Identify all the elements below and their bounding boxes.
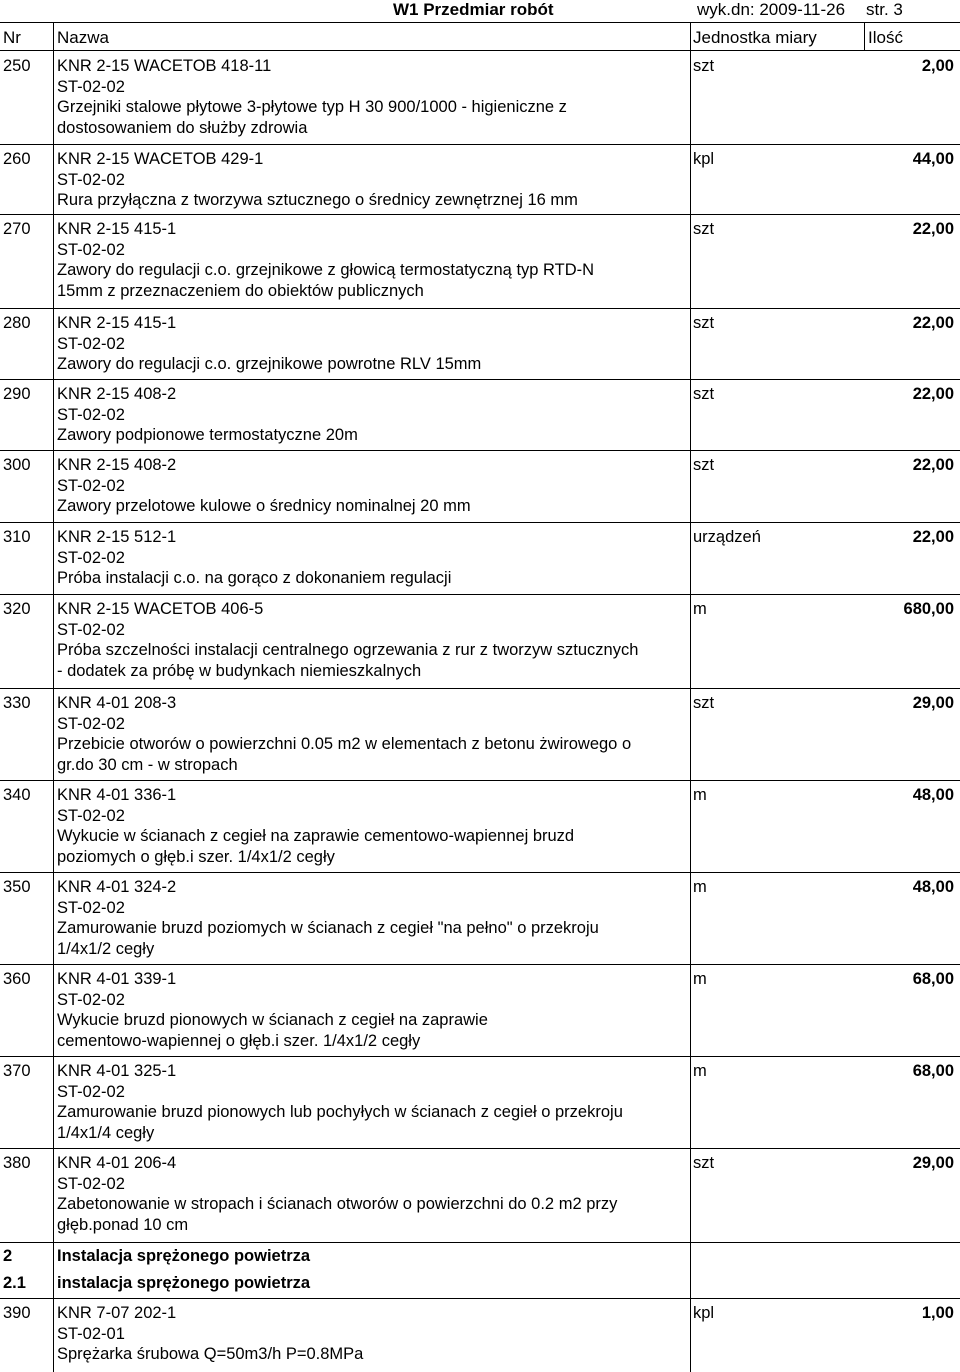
row-code: KNR 4-01 208-3: [57, 694, 177, 712]
row-name-cell: [57, 877, 697, 959]
row-description-line: Zawory do regulacji c.o. grzejnikowe powrotne RLV 15mm: [57, 355, 482, 373]
row-name-cell: [57, 1153, 697, 1235]
row-quantity: 22,00: [912, 385, 954, 403]
row-description-line: Zabetonowanie w stropach i ścianach otworów o powierzchni do 0.2 m2 przy: [57, 1195, 618, 1213]
row-unit: szt: [693, 694, 715, 712]
row-spec: ST-02-02: [57, 620, 125, 639]
row-number: 250: [3, 57, 31, 75]
row-quantity: 22,00: [912, 220, 954, 238]
row-quantity: 2,00: [921, 57, 954, 75]
row-number: 310: [3, 528, 31, 546]
row-code: KNR 2-15 WACETOB 406-5: [57, 600, 264, 618]
row-number: 320: [3, 600, 31, 618]
row-unit: urządzeń: [693, 528, 761, 546]
row-unit: szt: [693, 57, 715, 75]
column-header-unit: Jednostka miary: [693, 28, 817, 47]
row-unit: kpl: [693, 150, 715, 168]
row-unit: szt: [693, 1154, 715, 1172]
row-description-line: 1/4x1/4 cegły: [57, 1123, 155, 1142]
row-quantity: 68,00: [912, 1062, 954, 1080]
row-description-line: Zawory do regulacji c.o. grzejnikowe z głowicą termostatyczną typ RTD-N: [57, 261, 595, 279]
page-number: str. 3: [866, 0, 903, 19]
row-spec: ST-02-02: [57, 240, 125, 259]
row-description: Sprężarka śrubowa Q=50m3/h P=0.8MPa: [57, 1345, 364, 1363]
row-spec: ST-02-02: [57, 476, 125, 495]
table-row: [0, 380, 960, 451]
table-row: [0, 309, 960, 380]
row-spec: ST-02-02: [57, 548, 125, 567]
row-quantity: 22,00: [912, 528, 954, 546]
row-name-cell: [57, 693, 697, 775]
row-quantity: 22,00: [912, 456, 954, 474]
row-name-cell: [57, 527, 697, 589]
row-code: KNR 4-01 325-1: [57, 1062, 177, 1080]
row-spec: ST-02-02: [57, 1082, 125, 1101]
subsection-number: 2.1: [3, 1274, 26, 1292]
row-name-cell: [57, 56, 697, 138]
row-unit: m: [693, 1062, 707, 1080]
row-name-cell: [57, 313, 697, 375]
row-description-line: poziomych o głęb.i szer. 1/4x1/2 cegły: [57, 847, 335, 866]
row-description-line: Próba instalacji c.o. na gorąco z dokonaniem regulacji: [57, 569, 452, 587]
row-description-line: Wykucie w ścianach z cegieł na zaprawie cementowo-wapiennej bruzd: [57, 827, 575, 845]
row-number: 330: [3, 694, 31, 712]
row-quantity: 48,00: [912, 878, 954, 896]
row-quantity: 680,00: [903, 600, 954, 618]
row-spec: ST-02-02: [57, 990, 125, 1009]
row-number: 390: [3, 1304, 31, 1322]
row-description-line: Przebicie otworów o powierzchni 0.05 m2 w elementach z betonu żwirowego o: [57, 735, 632, 753]
row-code: KNR 2-15 408-2: [57, 385, 177, 403]
row-spec: ST-02-02: [57, 77, 125, 96]
section-number: 2: [3, 1247, 13, 1265]
row-quantity: 48,00: [912, 786, 954, 804]
row-name-cell: [57, 384, 697, 446]
row-name-cell: [57, 219, 697, 301]
row-unit: m: [693, 786, 707, 804]
row-unit: kpl: [693, 1304, 715, 1322]
row-number: 290: [3, 385, 31, 403]
row-name-cell: [57, 1061, 697, 1143]
row-number: 300: [3, 456, 31, 474]
row-code: KNR 2-15 415-1: [57, 220, 177, 238]
row-description-line: Próba szczelności instalacji centralnego ogrzewania z rur z tworzyw sztucznych: [57, 641, 639, 659]
row-unit: szt: [693, 385, 715, 403]
row-description-line: Wykucie bruzd pionowych w ścianach z cegieł na zaprawie: [57, 1011, 488, 1029]
row-quantity: 1,00: [921, 1304, 954, 1322]
row-description-line: Zawory przelotowe kulowe o średnicy nominalnej 20 mm: [57, 497, 471, 515]
section-title: Instalacja sprężonego powietrza: [57, 1247, 311, 1265]
row-quantity: 68,00: [912, 970, 954, 988]
row-unit: szt: [693, 314, 715, 332]
table-row: [0, 1299, 960, 1372]
table-row: [0, 451, 960, 523]
row-number: 370: [3, 1062, 31, 1080]
row-number: 340: [3, 786, 31, 804]
row-description-line: cementowo-wapiennej o głęb.i szer. 1/4x1/2 cegły: [57, 1031, 421, 1050]
table-row: [0, 965, 960, 1057]
row-spec: ST-02-02: [57, 1174, 125, 1193]
row-description-line: gr.do 30 cm - w stropach: [57, 755, 238, 774]
row-number: 280: [3, 314, 31, 332]
row-description-line: głęb.ponad 10 cm: [57, 1215, 189, 1234]
table-row: [0, 873, 960, 965]
grid-line-nr: [53, 22, 54, 1372]
row-description-line: Zamurowanie bruzd poziomych w ścianach z cegieł "na pełno" o przekroju: [57, 919, 599, 937]
row-number: 350: [3, 878, 31, 896]
row-spec: ST-02-02: [57, 170, 125, 189]
row-quantity: 22,00: [912, 314, 954, 332]
row-spec: ST-02-02: [57, 334, 125, 353]
row-description-line: 15mm z przeznaczeniem do obiektów publicznych: [57, 281, 424, 300]
row-number: 360: [3, 970, 31, 988]
table-row: [0, 145, 960, 215]
row-code: KNR 4-01 339-1: [57, 970, 177, 988]
table-row: [0, 595, 960, 689]
row-code: KNR 4-01 336-1: [57, 786, 177, 804]
column-header-nr: Nr: [3, 28, 21, 47]
row-spec: ST-02-02: [57, 714, 125, 733]
row-code: KNR 2-15 WACETOB 418-11: [57, 57, 272, 75]
row-name-cell: [57, 969, 697, 1051]
row-name-cell: [57, 1303, 697, 1365]
row-quantity: 44,00: [912, 150, 954, 168]
table-row: [0, 52, 960, 145]
row-name-cell: [57, 455, 697, 517]
row-code: KNR 2-15 WACETOB 429-1: [57, 150, 264, 168]
document-date: wyk.dn: 2009-11-26: [697, 0, 846, 19]
row-code: KNR 2-15 415-1: [57, 314, 177, 332]
row-code: KNR 4-01 324-2: [57, 878, 177, 896]
row-unit: szt: [693, 456, 715, 474]
row-description-line: - dodatek za próbę w budynkach niemieszkalnych: [57, 661, 422, 680]
row-spec: ST-02-02: [57, 806, 125, 825]
row-description-line: Zamurowanie bruzd pionowych lub pochyłych w ścianach z cegieł o przekroju: [57, 1103, 623, 1121]
row-quantity: 29,00: [912, 694, 954, 712]
row-number: 260: [3, 150, 31, 168]
row-code: KNR 2-15 512-1: [57, 528, 177, 546]
row-unit: m: [693, 970, 707, 988]
row-description-line: Rura przyłączna z tworzywa sztucznego o średnicy zewnętrznej 16 mm: [57, 191, 578, 209]
row-quantity: 29,00: [912, 1154, 954, 1172]
table-row: [0, 689, 960, 781]
table-row: [0, 215, 960, 309]
grid-line-unit: [690, 22, 691, 1372]
row-spec: ST-02-01: [57, 1324, 125, 1343]
header-top-rule: [0, 22, 960, 23]
row-name-cell: [57, 149, 697, 211]
row-unit: m: [693, 878, 707, 896]
row-code: KNR 7-07 202-1: [57, 1304, 177, 1322]
row-spec: ST-02-02: [57, 898, 125, 917]
table-row: [0, 1149, 960, 1243]
subsection-title: instalacja sprężonego powietrza: [57, 1274, 311, 1292]
row-number: 270: [3, 220, 31, 238]
table-row: [0, 1057, 960, 1149]
row-code: KNR 4-01 206-4: [57, 1154, 177, 1172]
row-description-line: Grzejniki stalowe płytowe 3-płytowe typ H 30 900/1000 - higieniczne z: [57, 98, 567, 116]
row-name-cell: [57, 785, 697, 867]
row-spec: ST-02-02: [57, 405, 125, 424]
column-header-qty: Ilość: [868, 28, 903, 47]
row-code: KNR 2-15 408-2: [57, 456, 177, 474]
row-description-line: dostosowaniem do służby zdrowia: [57, 118, 308, 137]
row-unit: m: [693, 600, 707, 618]
row-description-line: 1/4x1/2 cegły: [57, 939, 155, 958]
row-number: 380: [3, 1154, 31, 1172]
grid-line-qty: [864, 22, 865, 50]
column-header-name: Nazwa: [57, 28, 109, 47]
row-name-cell: [57, 599, 697, 681]
document-title: W1 Przedmiar robót: [393, 0, 554, 19]
table-row: [0, 523, 960, 595]
table-row: [0, 781, 960, 873]
row-description-line: Zawory podpionowe termostatyczne 20m: [57, 426, 358, 444]
row-unit: szt: [693, 220, 715, 238]
header-bottom-rule: [0, 50, 960, 51]
